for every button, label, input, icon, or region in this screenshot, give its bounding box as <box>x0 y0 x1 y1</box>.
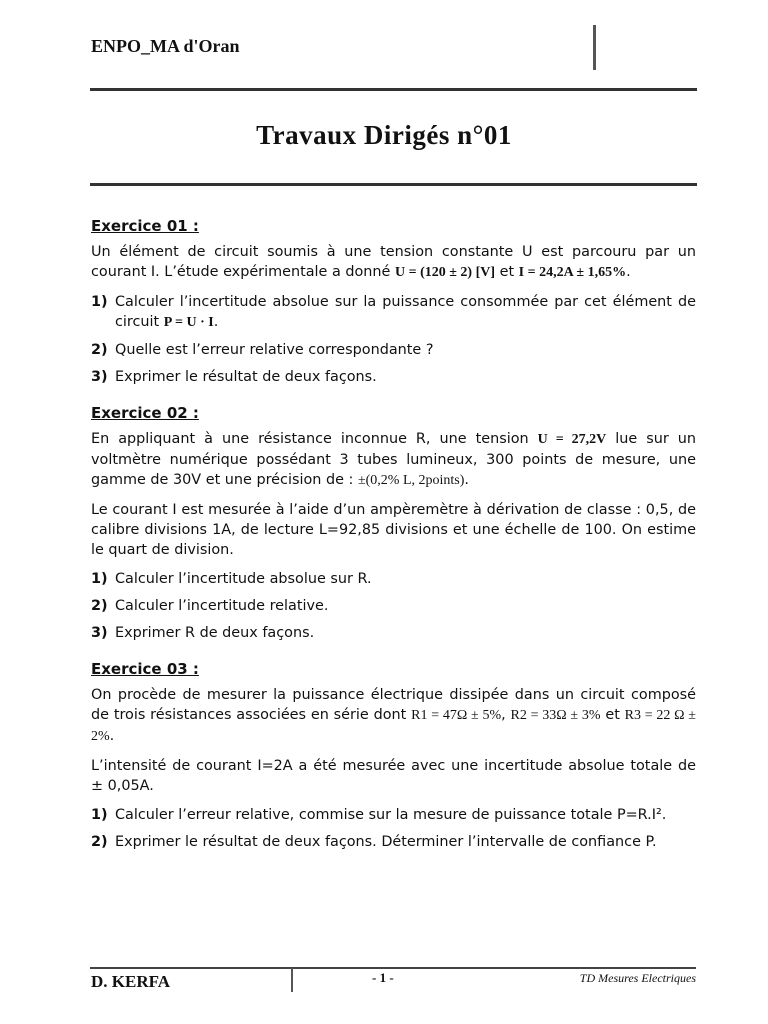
exercise-2-ammeter-text: Le courant I est mesurée à l’aide d’un ampèremètre à dérivation de classe : 0,5, de calibre divisions 1A, de lecture L=92,85 divisions et une échelle de 100. On estime le quart de division. <box>91 502 696 558</box>
exercise-3-statement: On procède de mesurer la puissance électrique dissipée dans un circuit composé de trois résistances associées en série dont R1 = 47Ω ± 5%, R2 = 33Ω ± 3% et R3 = 22 Ω ± 2%. <box>91 687 696 744</box>
footer-author: D. KERFA <box>91 972 171 991</box>
exercise-1-heading: Exercice 01 : <box>91 217 199 235</box>
question-item: 2) Calculer l’incertitude relative. <box>91 598 329 614</box>
voltage-value: U = (120 ± 2) [V] <box>394 265 496 280</box>
exercise-3-current-text: L’intensité de courant I=2A a été mesurée avec une incertitude absolue totale de ± 0,05A. <box>91 758 696 794</box>
title-rule <box>90 183 697 186</box>
resistor-3-value: R3 = 22 Ω ± 2% <box>91 708 696 744</box>
question-item: 3) Exprimer R de deux façons. <box>91 625 315 641</box>
question-item: 1) Calculer l’incertitude absolue sur R. <box>91 571 372 587</box>
exercise-2 <box>91 403 696 643</box>
footer-course: TD Mesures Electriques <box>579 971 696 985</box>
power-formula: P = U · I <box>163 315 214 330</box>
current-value: I = 24,2A ± 1,65% <box>518 265 627 280</box>
exercise-1 <box>91 216 696 387</box>
question-item: 1) Calculer l’erreur relative, commise sur la mesure de puissance totale P=R.I². <box>91 807 667 823</box>
question-item: 3) Exprimer le résultat de deux façons. <box>91 369 377 385</box>
header-divider <box>593 25 596 70</box>
resistor-1-value: R1 = 47Ω ± 5% <box>411 708 502 723</box>
institution-header: ENPO_MA d'Oran <box>91 36 240 56</box>
exercise-3 <box>91 659 696 852</box>
page-number: - 1 - <box>372 970 394 985</box>
exercise-3-heading: Exercice 03 : <box>91 660 199 678</box>
measured-voltage: U = 27,2V <box>537 432 607 447</box>
question-item: 2) Exprimer le résultat de deux façons. Déterminer l’intervalle de confiance P. <box>91 834 657 850</box>
question-item: 1) Calculer l’incertitude absolue sur la puissance consommée par cet élément de circuit P = U · I. <box>91 294 696 330</box>
question-item: 2) Quelle est l’erreur relative correspondante ? <box>91 342 434 358</box>
exercise-2-heading: Exercice 02 : <box>91 404 199 422</box>
document-body <box>91 216 696 859</box>
footer-divider <box>291 968 293 992</box>
footer-rule <box>90 967 696 969</box>
exercise-1-statement: Un élément de circuit soumis à une tension constante U est parcouru par un courant I. L’étude expérimentale a donné U = (120 ± 2) [V] et I = 24,2A ± 1,65%. <box>91 244 696 280</box>
page-title: Travaux Dirigés n°01 <box>256 120 512 150</box>
exercise-2-statement: En appliquant à une résistance inconnue R, une tension U = 27,2V lue sur un voltmètre numérique possédant 3 tubes lumineux, 300 points de mesure, une gamme de 30V et une précision de : ±(0,2% L, 2points). <box>91 431 696 488</box>
precision-value: ±(0,2% L, 2points) <box>357 473 465 488</box>
resistor-2-value: R2 = 33Ω ± 3% <box>510 708 601 723</box>
header-rule <box>90 88 697 91</box>
